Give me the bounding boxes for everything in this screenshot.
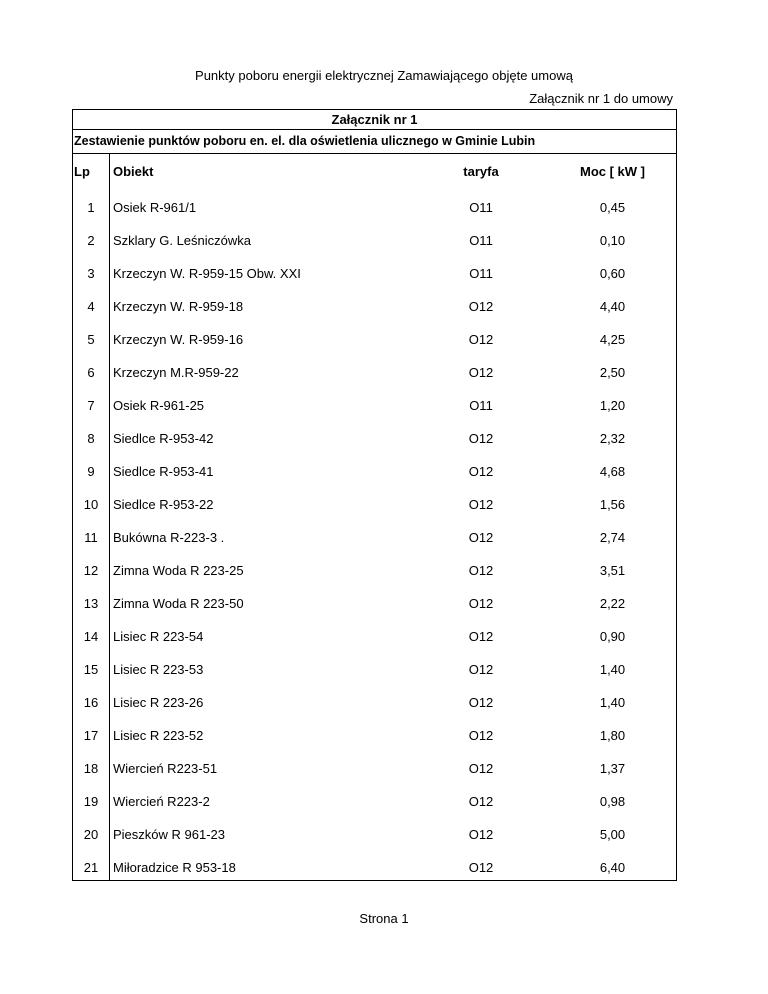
cell-taryfa: O12 — [468, 728, 494, 743]
table-row — [73, 320, 676, 353]
cell-moc: 4,25 — [599, 332, 626, 347]
cell-obiekt: Siedlce R-953-41 — [113, 464, 214, 479]
cell-taryfa: O12 — [468, 662, 494, 677]
cell-obiekt: Zimna Woda R 223-50 — [113, 596, 244, 611]
cell-lp: 14 — [83, 629, 99, 644]
cell-taryfa: O11 — [469, 266, 493, 281]
table-row — [73, 254, 676, 287]
cell-taryfa: O12 — [468, 860, 494, 875]
cell-taryfa: O12 — [468, 563, 494, 578]
cell-lp: 15 — [83, 662, 99, 677]
cell-taryfa: O11 — [469, 233, 493, 248]
cell-lp: 21 — [83, 860, 99, 875]
cell-moc: 1,40 — [599, 662, 626, 677]
table-row — [73, 749, 676, 782]
cell-obiekt: Lisiec R 223-54 — [113, 629, 204, 644]
column-header-lp: Lp — [74, 163, 90, 179]
cell-lp: 12 — [83, 563, 99, 578]
cell-taryfa: O12 — [468, 497, 494, 512]
cell-obiekt: Pieszków R 961-23 — [113, 827, 225, 842]
cell-moc: 5,00 — [599, 827, 626, 842]
appendix-note: Załącznik nr 1 do umowy — [529, 91, 673, 106]
cell-obiekt: Lisiec R 223-26 — [113, 695, 204, 710]
column-header-obiekt: Obiekt — [113, 163, 154, 179]
table-header-row — [73, 154, 676, 188]
table-row — [73, 221, 676, 254]
appendix-table — [72, 109, 677, 881]
table-row — [73, 188, 676, 221]
cell-lp: 19 — [83, 794, 99, 809]
cell-moc: 0,10 — [599, 233, 626, 248]
cell-lp: 13 — [83, 596, 99, 611]
table-row — [73, 848, 676, 881]
cell-obiekt: Lisiec R 223-52 — [113, 728, 204, 743]
table-row — [73, 617, 676, 650]
table-description: Zestawienie punktów poboru en. el. dla oświetlenia ulicznego w Gminie Lubin — [73, 130, 676, 154]
cell-moc: 2,74 — [599, 530, 626, 545]
table-grid — [73, 154, 676, 881]
cell-lp: 6 — [87, 365, 95, 380]
cell-taryfa: O12 — [468, 464, 494, 479]
cell-obiekt: Osiek R-961/1 — [113, 200, 197, 215]
cell-moc: 1,80 — [599, 728, 626, 743]
cell-obiekt: Wiercień R223-2 — [113, 794, 210, 809]
cell-moc: 2,50 — [599, 365, 626, 380]
cell-lp: 8 — [87, 431, 95, 446]
cell-lp: 2 — [87, 233, 95, 248]
table-row — [73, 485, 676, 518]
table-row — [73, 650, 676, 683]
cell-lp: 4 — [87, 299, 95, 314]
cell-taryfa: O12 — [468, 695, 494, 710]
table-row — [73, 518, 676, 551]
table-row — [73, 716, 676, 749]
cell-lp: 11 — [84, 530, 98, 545]
table-row — [73, 782, 676, 815]
table-caption: Załącznik nr 1 — [73, 110, 676, 130]
cell-moc: 3,51 — [599, 563, 626, 578]
cell-lp: 16 — [83, 695, 99, 710]
table-row — [73, 386, 676, 419]
cell-taryfa: O11 — [469, 200, 493, 215]
cell-moc: 6,40 — [599, 860, 626, 875]
cell-taryfa: O12 — [468, 431, 494, 446]
cell-obiekt: Wiercień R223-51 — [113, 761, 218, 776]
table-bottom-border — [73, 880, 676, 881]
cell-moc: 1,37 — [599, 761, 626, 776]
cell-obiekt: Siedlce R-953-42 — [113, 431, 214, 446]
table-row — [73, 419, 676, 452]
cell-taryfa: O12 — [468, 596, 494, 611]
cell-obiekt: Siedlce R-953-22 — [113, 497, 214, 512]
table-row — [73, 452, 676, 485]
cell-obiekt: Miłoradzice R 953-18 — [113, 860, 236, 875]
cell-obiekt: Zimna Woda R 223-25 — [113, 563, 244, 578]
cell-moc: 0,98 — [599, 794, 626, 809]
column-divider — [109, 154, 110, 881]
cell-lp: 1 — [87, 200, 95, 215]
table-row — [73, 683, 676, 716]
cell-moc: 1,56 — [599, 497, 626, 512]
cell-taryfa: O12 — [468, 365, 494, 380]
cell-moc: 4,40 — [599, 299, 626, 314]
cell-moc: 0,60 — [599, 266, 626, 281]
cell-taryfa: O12 — [468, 761, 494, 776]
cell-taryfa: O12 — [468, 332, 494, 347]
cell-lp: 18 — [83, 761, 99, 776]
table-row — [73, 551, 676, 584]
cell-moc: 0,45 — [599, 200, 626, 215]
cell-moc: 1,40 — [599, 695, 626, 710]
cell-taryfa: O12 — [468, 794, 494, 809]
document-title: Punkty poboru energii elektrycznej Zamawiającego objęte umową — [195, 68, 573, 83]
cell-obiekt: Krzeczyn W. R-959-15 Obw. XXI — [113, 266, 301, 281]
cell-moc: 2,22 — [599, 596, 626, 611]
cell-taryfa: O12 — [468, 299, 494, 314]
table-row — [73, 287, 676, 320]
cell-taryfa: O12 — [468, 530, 494, 545]
cell-lp: 7 — [87, 398, 95, 413]
column-header-taryfa: taryfa — [463, 163, 499, 179]
cell-lp: 9 — [87, 464, 95, 479]
cell-moc: 0,90 — [599, 629, 626, 644]
table-row — [73, 815, 676, 848]
table-body — [73, 188, 676, 881]
page-number: Strona 1 — [359, 911, 409, 926]
table-row — [73, 353, 676, 386]
cell-obiekt: Szklary G. Leśniczówka — [113, 233, 251, 248]
cell-lp: 20 — [83, 827, 99, 842]
cell-moc: 4,68 — [599, 464, 626, 479]
cell-obiekt: Krzeczyn W. R-959-18 — [113, 299, 244, 314]
cell-obiekt: Bukówna R-223-3 . — [113, 530, 225, 545]
cell-lp: 10 — [83, 497, 99, 512]
cell-taryfa: O12 — [468, 629, 494, 644]
column-header-moc: Moc [ kW ] — [580, 163, 645, 179]
cell-taryfa: O12 — [468, 827, 494, 842]
cell-obiekt: Krzeczyn M.R-959-22 — [113, 365, 239, 380]
cell-lp: 3 — [87, 266, 95, 281]
cell-moc: 1,20 — [599, 398, 626, 413]
cell-lp: 17 — [83, 728, 99, 743]
cell-lp: 5 — [87, 332, 95, 347]
cell-obiekt: Osiek R-961-25 — [113, 398, 205, 413]
cell-taryfa: O11 — [469, 398, 493, 413]
cell-obiekt: Krzeczyn W. R-959-16 — [113, 332, 244, 347]
cell-moc: 2,32 — [599, 431, 626, 446]
cell-obiekt: Lisiec R 223-53 — [113, 662, 204, 677]
table-row — [73, 584, 676, 617]
